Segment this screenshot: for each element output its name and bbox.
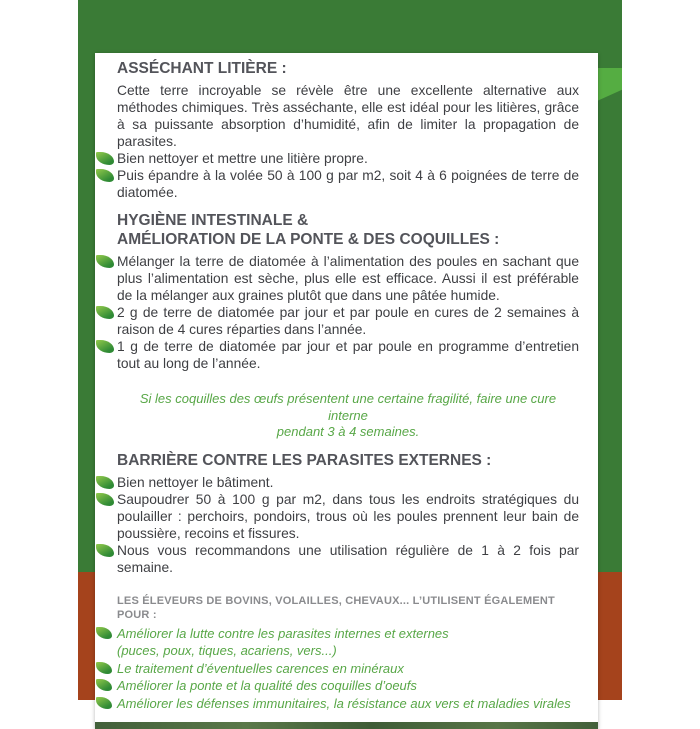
list-item-text: Saupoudrer 50 à 100 g par m2, dans tous les endroits stratégiques du poulailler : perchoirs, pondoirs, trous où les poules prennent leur bain de poussière, recoins et fissures. — [117, 491, 579, 541]
list-item — [117, 474, 579, 491]
section-heading: ASSÉCHANT LITIÈRE : — [117, 60, 287, 77]
leaf-icon — [96, 697, 112, 709]
list-item — [117, 625, 579, 660]
list-item — [117, 167, 579, 201]
list-item-text: Puis épandre à la volée 50 à 100 g par m2, soit 4 à 6 poignées de terre de diatomée. — [117, 168, 579, 200]
list-item — [117, 150, 579, 167]
list-item — [117, 542, 579, 576]
list-item — [117, 695, 579, 713]
list-item-text: Nous vous recommandons une utilisation régulière de 1 à 2 fois par semaine. — [117, 542, 579, 575]
leaf-icon — [96, 169, 114, 182]
list-item-text: Le traitement d’éventuelles carences en minéraux — [117, 660, 404, 676]
list-item — [117, 304, 579, 338]
leaf-icon — [96, 544, 114, 557]
leaf-icon — [96, 340, 114, 353]
list-item-text: Bien nettoyer le bâtiment. — [117, 474, 274, 490]
list-item — [117, 660, 579, 678]
leaf-icon — [96, 476, 114, 489]
list-item — [117, 677, 579, 695]
item-text: Améliorer la lutte contre les parasites internes et externes — [117, 625, 449, 641]
list-item-text: 1 g de terre de diatomée par jour et par poule en programme d’entretien tout au long de l’année. — [117, 339, 579, 371]
list-item — [117, 338, 579, 372]
leaf-icon — [96, 662, 112, 674]
note-line-2: pendant 3 à 4 semaines. — [276, 424, 420, 439]
leaf-icon — [96, 679, 112, 691]
section-mini-heading: LES ÉLEVEURS DE BOVINS, VOLAILLES, CHEVAUX... L’UTILISENT ÉGALEMENT POUR : — [117, 594, 555, 621]
list-item-text: 2 g de terre de diatomée par jour et par poule en cures de 2 semaines à raison de 4 cures réparties dans l’année. — [117, 305, 579, 337]
list-item-text: Améliorer les défenses immunitaires, la résistance aux vers et maladies virales — [117, 695, 571, 711]
section-barriere-parasites — [117, 451, 579, 576]
list-item-text — [117, 625, 579, 660]
section-autres-eleveurs — [117, 586, 579, 713]
heading-line-2: AMÉLIORATION DE LA PONTE & DES COQUILLES : — [117, 231, 500, 248]
list-item — [117, 491, 579, 542]
section-intro-paragraph: Cette terre incroyable se révèle être une excellente alternative aux méthodes chimiques. Très asséchante, elle est idéal pour les litières, grâce à sa puissante absorption d’humidité, afin de limiter la propagation de parasites. — [117, 83, 579, 149]
leaf-icon — [96, 152, 114, 165]
heading-line-1: HYGIÈNE INTESTINALE & — [117, 212, 309, 229]
card-bottom-shadow-strip — [95, 722, 598, 729]
leaf-icon — [96, 306, 114, 319]
info-card — [95, 53, 598, 729]
list-item-text: Mélanger la terre de diatomée à l’alimentation des poules en sachant que plus l’alimentation est sèche, plus elle est efficace. Aussi il est préférable de la mélanger aux graines plutôt que dans une pâtée humide. — [117, 254, 579, 303]
leaf-icon — [96, 493, 114, 506]
list-item-text: Améliorer la ponte et la qualité des coquilles d’oeufs — [117, 678, 417, 693]
section-hygiene-intestinale — [117, 211, 579, 372]
item-subtext: (puces, poux, tiques, acariens, vers...) — [117, 643, 337, 658]
leaf-icon — [96, 255, 114, 268]
list-item — [117, 253, 579, 304]
note-line-1: Si les coquilles des œufs présentent une certaine fragilité, faire une cure interne — [139, 391, 557, 423]
egg-shell-cure-note — [121, 391, 575, 441]
list-item-text: Bien nettoyer et mettre une litière propre. — [117, 151, 368, 166]
section-assechant-litiere — [117, 59, 579, 201]
section-heading — [117, 211, 579, 249]
leaf-icon — [96, 627, 112, 639]
section-heading: BARRIÈRE CONTRE LES PARASITES EXTERNES : — [117, 451, 492, 469]
